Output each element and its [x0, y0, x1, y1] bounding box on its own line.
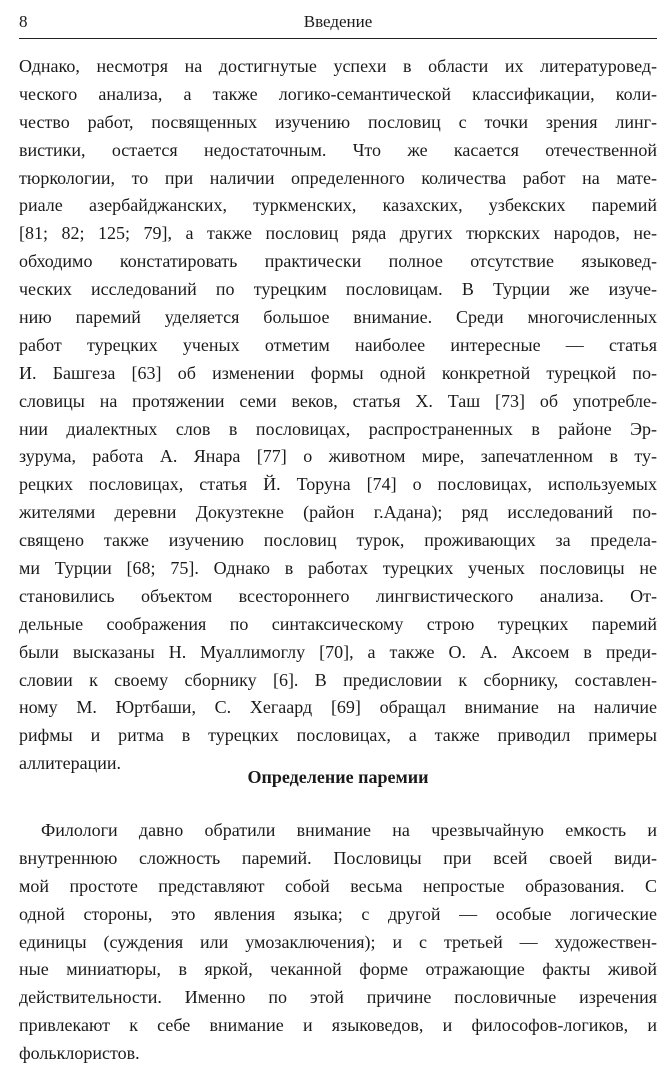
text-line: жителями деревни Докузтекне (район г.Адана); ряд исследований по- [19, 502, 657, 523]
text-line: словицы на протяжении семи веков, статья Х. Таш [73] об употребле- [19, 390, 657, 411]
text-line: работ турецких ученых отметим наиболее интересные — статья [19, 334, 657, 355]
text-line: одной стороны, это явления языка; с другой — особые логические [19, 903, 657, 924]
text-line: чество работ, посвященных изучению пословиц с точки зрения линг- [19, 111, 657, 132]
text-line: зурума, работа А. Янара [77] о животном мире, запечатленном в ту- [19, 446, 657, 467]
book-page [19, 0, 657, 1068]
text-line: вистики, остается недостаточным. Что же касается отечественной [19, 139, 657, 160]
text-line: священо также изучению пословиц турок, проживающих за предела- [19, 530, 657, 551]
text-line: ческих исследований по турецким пословицам. В Турции же изуче- [19, 279, 657, 300]
paragraph-2 [19, 817, 657, 1068]
text-line: нии диалектных слов в пословицах, распространенных в районе Эр- [19, 418, 657, 439]
text-line: тюркологии, то при наличии определенного количества работ на мате- [19, 167, 657, 188]
text-line: действительности. Именно по этой причине пословичные изречения [19, 987, 657, 1008]
text-line: привлекают к себе внимание и языковедов, и философов-логиков, и [19, 1015, 657, 1036]
text-line: ному М. Юртбаши, С. Хегаард [69] обращал внимание на наличие [19, 697, 657, 718]
text-line: И. Башгеза [63] об изменении формы одной конкретной турецкой по- [19, 362, 657, 383]
text-line: ные миниатюры, в яркой, чеканной форме отражающие факты живой [19, 959, 657, 980]
running-head [19, 10, 657, 34]
paragraph-1 [19, 53, 657, 778]
text-line: Филологи давно обратили внимание на чрезвычайную емкость и [41, 820, 657, 840]
text-line: риале азербайджанских, туркменских, казахских, узбекских паремий [19, 195, 657, 216]
text-line: нию паремий уделяется большое внимание. Среди многочисленных [19, 307, 657, 328]
text-line: были высказаны Н. Муаллимоглу [70], а также О. А. Аксоем в преди- [19, 641, 657, 662]
text-line: мой простоте представляют собой весьма непростые образования. С [19, 875, 657, 896]
text-line: рецких пословицах, статья Й. Торуна [74] о пословицах, используемых [19, 474, 657, 495]
text-line: ми Турции [68; 75]. Однако в работах турецких ученых пословицы не [19, 558, 657, 579]
text-line: становились объектом всестороннего лингвистического анализа. От- [19, 585, 657, 606]
text-line: рифмы и ритма в турецких пословицах, а также приводил примеры [19, 725, 657, 746]
text-line: фольклористов. [19, 1043, 140, 1064]
text-line: аллитерации. [19, 753, 121, 774]
text-line: внутреннюю сложность паремий. Пословицы при всей своей види- [19, 847, 657, 868]
section-heading: Определение паремии [247, 767, 429, 787]
header-rule [19, 38, 657, 39]
text-line: единицы (суждения или умозаключения); и с третьей — художествен- [19, 931, 657, 952]
text-line: [81; 82; 125; 79], а также пословиц ряда других тюркских народов, не- [19, 223, 657, 244]
text-line: ческого анализа, а также логико-семантической классификации, коли- [19, 83, 657, 104]
page-number: 8 [19, 12, 28, 31]
running-title: Введение [303, 12, 373, 31]
text-line: обходимо констатировать практически полное отсутствие языковед- [19, 251, 657, 272]
text-line: дельные соображения по синтаксическому строю турецких паремий [19, 613, 657, 634]
text-line: Однако, несмотря на достигнутые успехи в области их литературовед- [19, 56, 657, 76]
text-line: словии к своему сборнику [6]. В предисловии к сборнику, составлен- [19, 669, 657, 690]
